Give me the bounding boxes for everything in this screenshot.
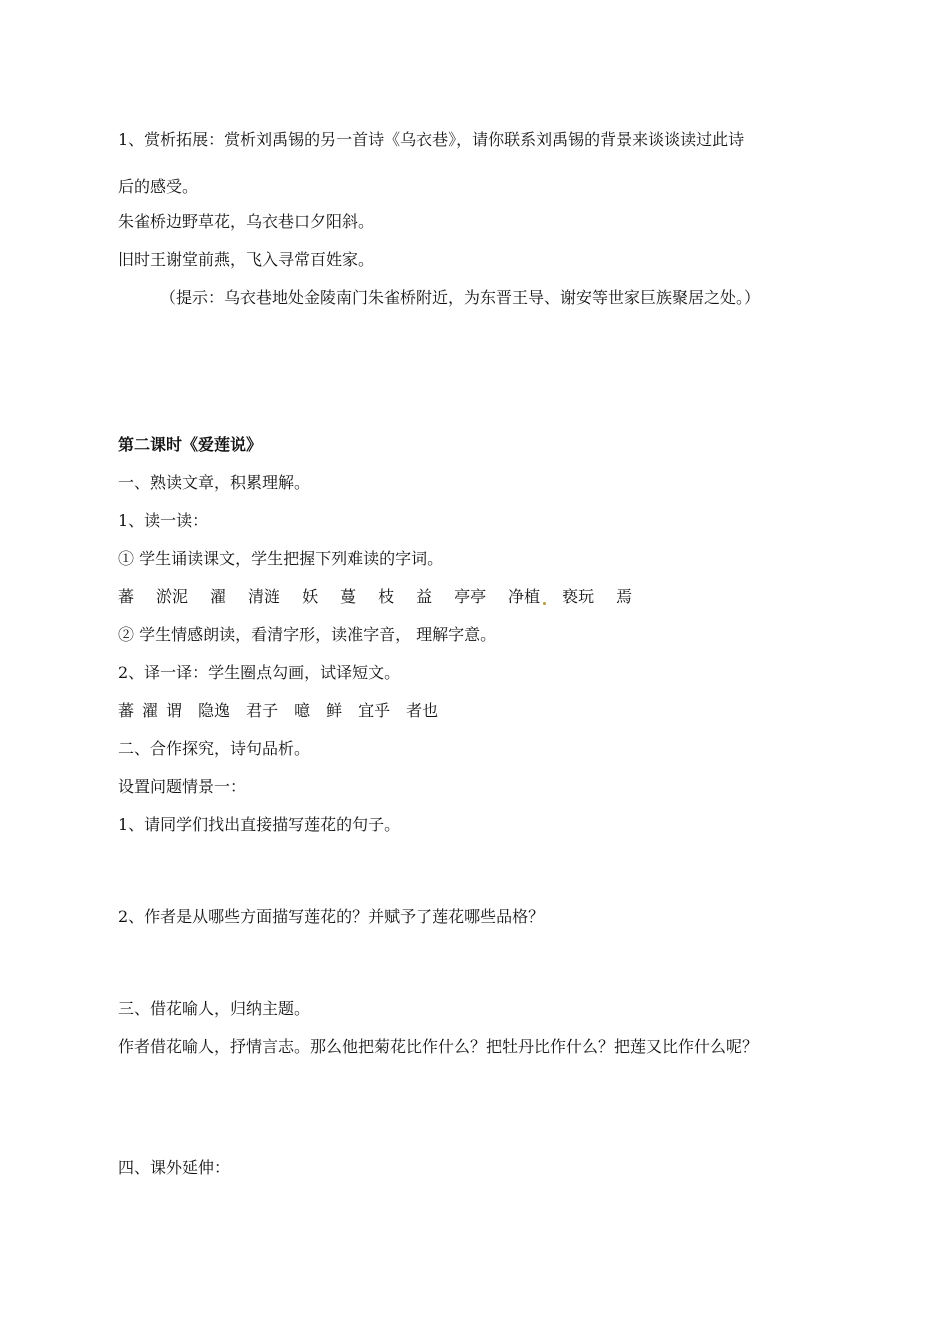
lesson-title: 第二课时《爱莲说》 [118,435,263,454]
vocab-word: 淤泥 [156,587,189,606]
question-a: 1、请同学们找出直接描写莲花的句子。 [118,815,401,834]
annotation-dot [543,602,546,605]
vocab-word: 益 [416,587,433,606]
vocabulary-list-2 [118,701,454,721]
question-b: 2、作者是从哪些方面描写莲花的？并赋予了莲花哪些品格？ [118,907,545,926]
question-1-line-1: 1、赏析拓展：赏析刘禹锡的另一首诗《乌衣巷》，请你联系刘禹锡的背景来谈谈读过此诗 [118,130,745,149]
question-c: 作者借花喻人，抒情言志。那么他把菊花比作什么？把牡丹比作什么？把莲又比作什么呢？ [118,1037,759,1056]
section-4-heading: 四、课外延伸： [118,1158,231,1177]
vocab-word: 蕃 [118,701,135,720]
vocab-word: 亭亭 [454,587,487,606]
vocab-word: 君子 [246,701,279,720]
vocab-word: 鲜 [326,701,343,720]
vocab-word: 宜乎 [358,701,391,720]
read-item-2: ② 学生情感朗读，看清字形，读准字音， 理解字意。 [118,625,497,644]
translate-heading: 2、译一译：学生圈点勾画，试译短文。 [118,663,401,682]
vocab-word: 枝 [378,587,395,606]
vocab-word: 谓 [166,701,183,720]
read-heading: 1、读一读： [118,511,209,530]
vocab-word: 亵玩 [562,587,595,606]
poem-line-1: 朱雀桥边野草花，乌衣巷口夕阳斜。 [118,212,375,231]
section-3-heading: 三、借花喻人，归纳主题。 [118,999,311,1018]
vocab-word: 隐逸 [198,701,231,720]
vocab-word: 噫 [294,701,311,720]
vocab-word: 清涟 [248,587,281,606]
poem-line-2: 旧时王谢堂前燕，飞入寻常百姓家。 [118,250,375,269]
section-1-heading: 一、熟读文章，积累理解。 [118,473,311,492]
vocab-word: 蕃 [118,587,135,606]
section-2-heading: 二、合作探究，诗句品析。 [118,739,311,758]
read-item-1: ① 学生诵读课文，学生把握下列难读的字词。 [118,549,444,568]
vocab-word: 濯 [210,587,227,606]
vocab-word: 濯 [142,701,159,720]
scene-1-heading: 设置问题情景一： [118,777,247,796]
vocab-word: 焉 [616,587,633,606]
vocab-word: 净植 [508,587,541,606]
vocab-word: 者也 [406,701,439,720]
vocab-word: 蔓 [340,587,357,606]
hint-text: （提示：乌衣巷地处金陵南门朱雀桥附近，为东晋王导、谢安等世家巨族聚居之处。） [160,288,761,307]
question-1-line-2: 后的感受。 [118,177,199,196]
vocab-word: 妖 [302,587,319,606]
vocabulary-list-1 [118,587,654,607]
